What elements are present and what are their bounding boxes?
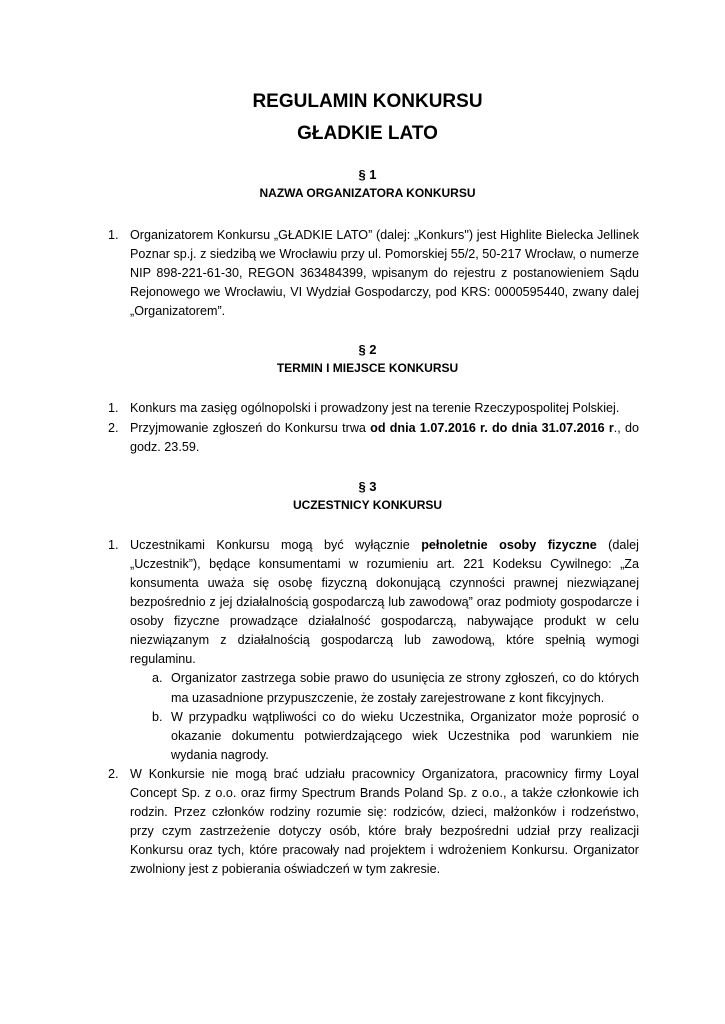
- item-date-range: od dnia 1.07.2016 r. do dnia 31.07.2016 r: [370, 420, 614, 435]
- sub-item-letter: a.: [152, 671, 163, 686]
- item-emphasis: pełnoletnie osoby fizyczne: [421, 537, 597, 552]
- sub-list-item: [96, 669, 639, 707]
- section-items: [96, 226, 639, 321]
- section-items: [96, 536, 639, 670]
- document-title: REGULAMIN KONKURSU: [252, 91, 483, 112]
- section-1: [96, 166, 639, 321]
- list-item: [96, 419, 639, 457]
- item-number: 1.: [108, 228, 119, 242]
- section-number: § 3: [358, 478, 377, 494]
- item-number: 2.: [108, 766, 119, 781]
- sub-items: [96, 669, 639, 764]
- section-items: [96, 399, 639, 456]
- section-number: § 1: [358, 167, 377, 182]
- section-number: § 2: [358, 342, 377, 358]
- sub-item-text: Organizator zastrzega sobie prawo do usunięcia ze strony zgłoszeń, co do których ma uzasadnione przypuszczenie, że zostały zarejestrowane z kont fikcyjnych.: [171, 671, 639, 705]
- sub-list-item: [96, 708, 639, 765]
- item-text: Uczestnikami Konkursu mogą być wyłącznie: [130, 537, 422, 552]
- sub-item-letter: b.: [152, 709, 163, 724]
- item-text-end: (dalej „Uczestnik”), będące konsumentami w rozumieniu art. 221 Kodeksu Cywilnego: „Za konsumenta uważa się osobę fizyczną dokonującą czynności prawnej niezwiązanej bezpośrednio z jej działalnością gospodarczą lub zawodową” oraz podmioty gospodarcze i osoby fizyczne prowadzące działalność gospodarczą, nabywające produkt w celu niezwiązanym z działalnością gospodarczą lub zawodową, które spełnią wymogi regulaminu.: [130, 537, 639, 667]
- item-number: 2.: [108, 420, 119, 435]
- item-number: 1.: [108, 537, 119, 552]
- item-text: Przyjmowanie zgłoszeń do Konkursu trwa: [130, 420, 371, 435]
- item-text: W Konkursie nie mogą brać udziału pracownicy Organizatora, pracownicy firmy Loyal Concept Sp. z o.o. oraz firmy Spectrum Brands Poland Sp. z o.o., a także członkowie ich rodzin. Przez członków rodziny rozumie się: rodziców, dzieci, małżonków i rodzeństwo, przy czym zastrzeżenie dotyczy osób, które brały bezpośredni udział przy realizacji Konkursu oraz tych, które pracowały nad projektem i wdrożeniem Konkursu. Organizator zwolniony jest z pobierania oświadczeń w tym zakresie.: [130, 766, 639, 877]
- section-3: [96, 478, 639, 880]
- section-items-continued: [96, 765, 639, 880]
- list-item: [96, 226, 639, 321]
- item-number: 1.: [108, 401, 119, 416]
- contest-name: GŁADKIE LATO: [297, 123, 438, 144]
- section-2: [96, 341, 639, 456]
- section-heading: UCZESTNICY KONKURSU: [292, 497, 443, 512]
- item-text: Konkurs ma zasięg ogólnopolski i prowadzony jest na terenie Rzeczypospolitej Polskiej.: [130, 401, 620, 416]
- sub-item-text: W przypadku wątpliwości co do wieku Uczestnika, Organizator może poprosić o okazanie dokumentu potwierdzającego wiek Uczestnika pod warunkiem nie wydania nagrody.: [171, 709, 639, 762]
- section-heading: NAZWA ORGANIZATORA KONKURSU: [259, 186, 476, 200]
- list-item: [96, 536, 639, 670]
- list-item: [96, 399, 639, 418]
- section-heading: TERMIN I MIEJSCE KONKURSU: [276, 361, 459, 376]
- item-text-end: ., do godz. 23.59.: [130, 420, 639, 454]
- list-item: [96, 765, 639, 880]
- item-text: Organizatorem Konkursu „GŁADKIE LATO” (dalej: „Konkurs") jest Highlite Bielecka Jellinek Poznar sp.j. z siedzibą we Wrocławiu przy ul. Pomorskiej 55/2, 50-217 Wrocław, o numerze NIP 898-221-61-30, REGON 363484399, wpisanym do rejestru z postanowieniem Sądu Rejonowego we Wrocławiu, VI Wydział Gospodarczy, pod KRS: 0000595440, zwany dalej „Organizatorem”.: [130, 228, 639, 319]
